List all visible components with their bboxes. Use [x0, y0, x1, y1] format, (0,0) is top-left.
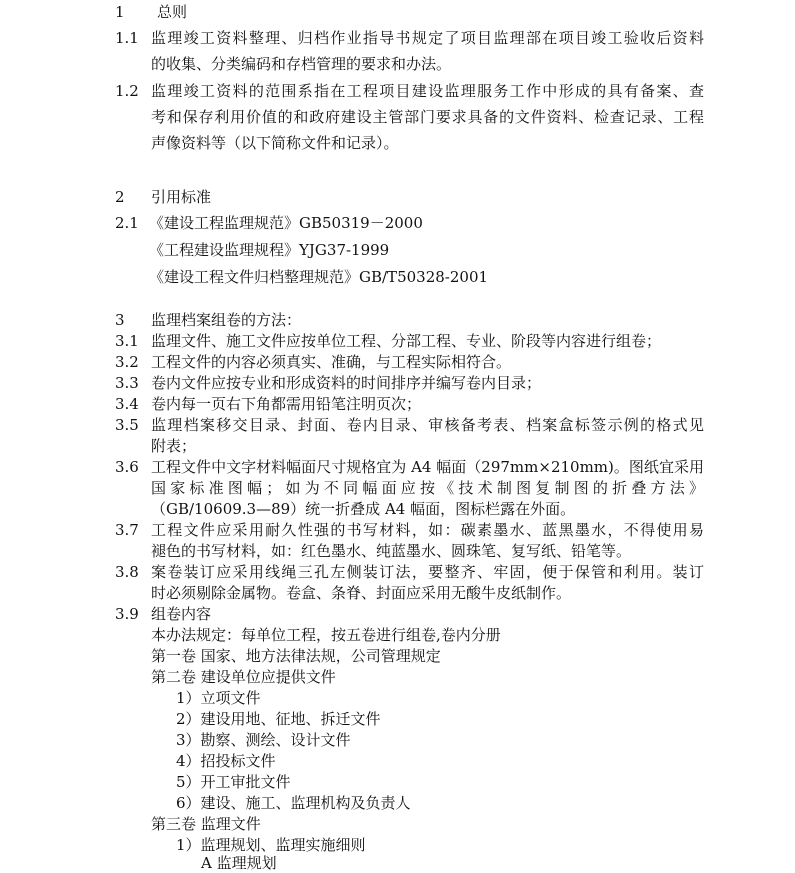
volume-heading: 第一卷 国家、地方法律法规，公司管理规定 — [151, 647, 441, 665]
standard-reference: 《建设工程监理规范》GB50319－2000 — [149, 214, 423, 232]
clause-number: 3.5 — [115, 416, 139, 434]
clause-text: 声像资料等（以下简称文件和记录）。 — [151, 134, 399, 152]
clause-text: 卷内每一页右下角都需用铅笔注明页次； — [151, 395, 422, 413]
clause-number: 3.2 — [115, 353, 139, 371]
clause-number: 3.9 — [115, 605, 139, 623]
clause-number: 2.1 — [115, 214, 139, 232]
clause-text: 考和保存利用价值的和政府建设主管部门要求具备的文件资料、检查记录、工程 — [151, 108, 704, 126]
list-item: 1）监理规划、监理实施细则 — [176, 836, 366, 854]
clause-text: 的收集、分类编码和存档管理的要求和办法。 — [151, 55, 452, 73]
clause-text: 工程文件中文字材料幅面尺寸规格宜为 A4 幅面（297mm×210mm)。图纸宜采用 — [151, 458, 704, 476]
list-item: 4）招投标文件 — [176, 752, 276, 770]
clause-text: 褪色的书写材料，如：红色墨水、纯蓝墨水、圆珠笔、复写纸、铅笔等。 — [151, 542, 632, 560]
clause-text: 监理竣工资料整理、归档作业指导书规定了项目监理部在项目竣工验收后资料 — [151, 29, 704, 47]
volume-heading: 第二卷 建设单位应提供文件 — [151, 668, 336, 686]
list-item: 2）建设用地、征地、拆迁文件 — [176, 710, 381, 728]
clause-text: 卷内文件应按专业和形成资料的时间排序并编写卷内目录； — [151, 374, 542, 392]
clause-text: 案卷装订应采用线绳三孔左侧装订法，要整齐、牢固，便于保管和利用。装订 — [151, 563, 704, 581]
section-number: 1 — [115, 3, 125, 21]
clause-text: （GB/10609.3—89）统一折叠成 A4 幅面，图标栏露在外面。 — [151, 500, 576, 518]
clause-text: 工程文件应采用耐久性强的书写材料，如：碳素墨水、蓝黑墨水，不得使用易 — [151, 521, 704, 539]
clause-text: 监理档案移交目录、封面、卷内目录、审核备考表、档案盒标签示例的格式见 — [151, 416, 704, 434]
clause-number: 1.2 — [115, 82, 139, 100]
list-item: 6）建设、施工、监理机构及负责人 — [176, 794, 411, 812]
volume-heading: 第三卷 监理文件 — [151, 815, 261, 833]
clause-number: 1.1 — [115, 29, 139, 47]
clause-text: 附表； — [151, 437, 197, 455]
clause-text: 监理竣工资料的范围系指在工程项目建设监理服务工作中形成的具有备案、查 — [151, 82, 704, 100]
clause-number: 3.7 — [115, 521, 139, 539]
clause-number: 3.4 — [115, 395, 139, 413]
clause-number: 3.1 — [115, 332, 139, 350]
standard-reference: 《建设工程文件归档整理规范》GB/T50328-2001 — [149, 268, 489, 286]
list-item: 5）开工审批文件 — [176, 773, 291, 791]
clause-text: 本办法规定：每单位工程，按五卷进行组卷,卷内分册 — [151, 626, 501, 644]
clause-title: 组卷内容 — [151, 605, 212, 623]
standard-reference: 《工程建设监理规程》YJG37-1999 — [149, 241, 390, 259]
list-subitem: A 监理规划 — [201, 854, 277, 872]
list-item: 3）勘察、测绘、设计文件 — [176, 731, 351, 749]
section-title: 引用标准 — [151, 188, 212, 206]
clause-number: 3.6 — [115, 458, 139, 476]
clause-number: 3.3 — [115, 374, 139, 392]
list-item: 1）立项文件 — [176, 689, 261, 707]
section-title: 总则 — [157, 3, 188, 21]
section-number: 2 — [115, 188, 125, 206]
clause-text: 工程文件的内容必须真实、准确，与工程实际相符合。 — [151, 353, 512, 371]
section-number: 3 — [115, 311, 125, 329]
clause-text: 监理文件、施工文件应按单位工程、分部工程、专业、阶段等内容进行组卷； — [151, 332, 662, 350]
clause-text: 国家标准图幅；如为不同幅面应按《技术制图复制图的折叠方法》 — [151, 479, 704, 497]
section-title: 监理档案组卷的方法： — [151, 311, 302, 329]
clause-text: 时必须剔除金属物。卷盒、条脊、封面应采用无酸牛皮纸制作。 — [151, 584, 572, 602]
clause-number: 3.8 — [115, 563, 139, 581]
